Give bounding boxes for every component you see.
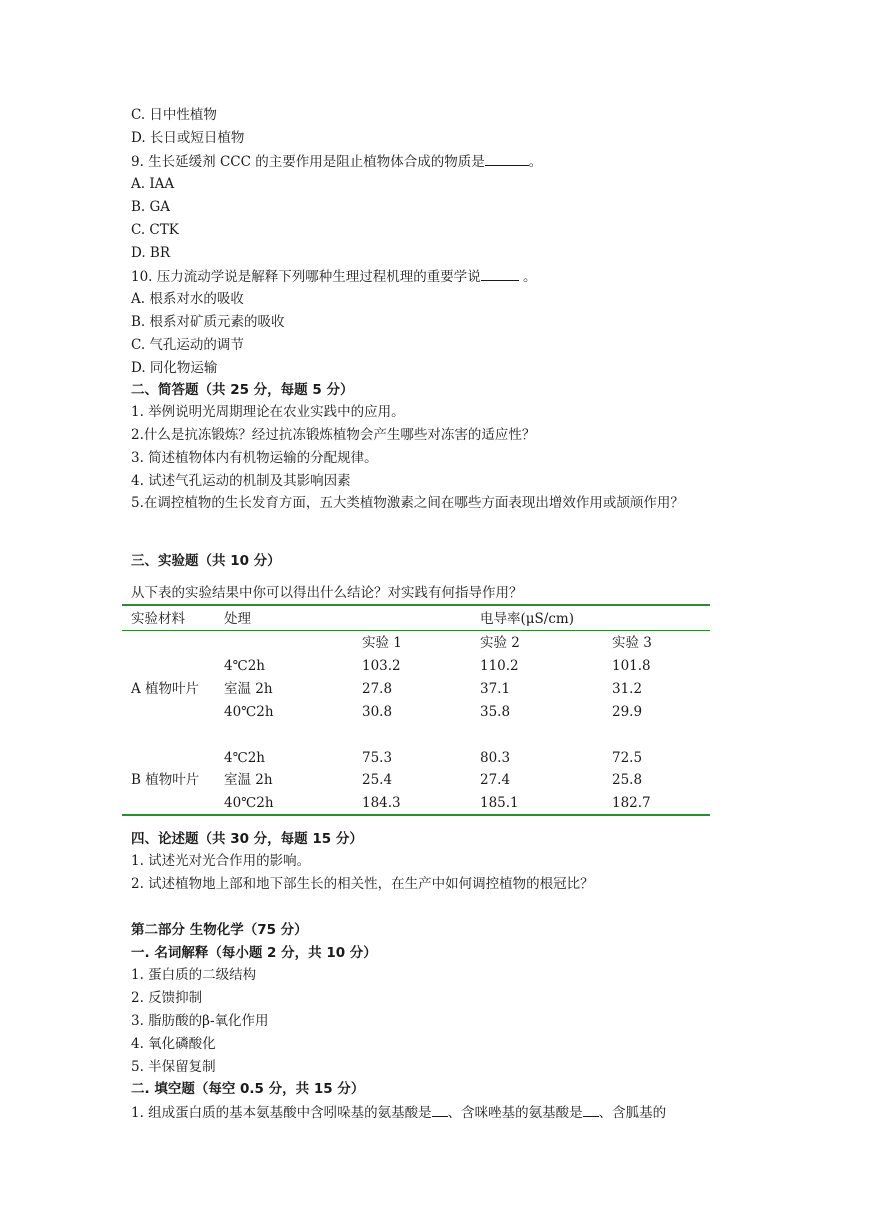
value-cell: 80.3 bbox=[480, 750, 511, 766]
value-cell: 37.1 bbox=[480, 681, 511, 697]
option-line: B. 根系对矿质元素的吸收 bbox=[131, 314, 285, 330]
value-cell: 75.3 bbox=[362, 750, 393, 766]
term-item: 5. 半保留复制 bbox=[131, 1059, 216, 1075]
value-cell: 29.9 bbox=[612, 704, 643, 720]
value-cell: 110.2 bbox=[480, 658, 519, 674]
treatment-cell: 4℃2h bbox=[224, 658, 265, 674]
header-conductivity: 电导率(μS/cm) bbox=[480, 611, 574, 627]
fill-text: 、含胍基的 bbox=[598, 1105, 667, 1121]
section-intro: 从下表的实验结果中你可以得出什么结论？对实践有何指导作用？ bbox=[131, 585, 523, 601]
value-cell: 185.1 bbox=[480, 795, 519, 811]
fill-text: 、含咪唑基的氨基酸是 bbox=[447, 1105, 583, 1121]
answer-blank bbox=[432, 1102, 448, 1117]
material-label: A 植物叶片 bbox=[131, 681, 200, 697]
option-line: C. 日中性植物 bbox=[131, 107, 217, 123]
question-item: 2.什么是抗冻锻炼？经过抗冻锻炼植物会产生哪些对冻害的适应性？ bbox=[131, 427, 536, 443]
option-line: B. GA bbox=[131, 199, 171, 215]
value-cell: 27.8 bbox=[362, 681, 393, 697]
table-header-rule bbox=[122, 630, 710, 631]
section-heading: 二、简答题（共 25 分，每题 5 分） bbox=[131, 382, 354, 398]
value-cell: 30.8 bbox=[362, 704, 393, 720]
treatment-cell: 室温 2h bbox=[224, 772, 273, 788]
question-item: 3. 简述植物体内有机物运输的分配规律。 bbox=[131, 450, 378, 466]
header-exp-3: 实验 3 bbox=[612, 635, 652, 651]
header-material: 实验材料 bbox=[131, 611, 185, 627]
option-line: D. 长日或短日植物 bbox=[131, 130, 245, 146]
fill-question-1 bbox=[131, 1102, 666, 1123]
option-line: D. BR bbox=[131, 245, 171, 261]
section-heading: 三、实验题（共 10 分） bbox=[131, 553, 281, 569]
value-cell: 103.2 bbox=[362, 658, 401, 674]
question-9-end: 。 bbox=[528, 154, 543, 170]
fill-text: 1. 组成蛋白质的基本氨基酸中含吲哚基的氨基酸是 bbox=[131, 1105, 432, 1121]
value-cell: 27.4 bbox=[480, 772, 511, 788]
value-cell: 182.7 bbox=[612, 795, 651, 811]
option-line: D. 同化物运输 bbox=[131, 360, 218, 376]
question-10-text: 10. 压力流动学说是解释下列哪种生理过程机理的重要学说 bbox=[131, 269, 481, 285]
answer-blank bbox=[583, 1102, 599, 1117]
term-item: 1. 蛋白质的二级结构 bbox=[131, 967, 257, 983]
section-heading: 一. 名词解释（每小题 2 分，共 10 分） bbox=[131, 945, 377, 961]
section-heading: 二. 填空题（每空 0.5 分，共 15 分） bbox=[131, 1081, 365, 1097]
question-item: 2. 试述植物地上部和地下部生长的相关性，在生产中如何调控植物的根冠比？ bbox=[131, 876, 594, 892]
table-bottom-rule bbox=[122, 814, 710, 816]
option-line: C. CTK bbox=[131, 222, 179, 238]
option-line: A. IAA bbox=[131, 176, 175, 192]
treatment-cell: 4℃2h bbox=[224, 750, 265, 766]
option-line: A. 根系对水的吸收 bbox=[131, 291, 244, 307]
value-cell: 25.8 bbox=[612, 772, 643, 788]
question-item: 5.在调控植物的生长发育方面，五大类植物激素之间在哪些方面表现出增效作用或颉颃作用？ bbox=[131, 495, 684, 511]
value-cell: 72.5 bbox=[612, 750, 643, 766]
option-line: C. 气孔运动的调节 bbox=[131, 337, 244, 353]
question-item: 4. 试述气孔运动的机制及其影响因素 bbox=[131, 473, 351, 489]
material-label: B 植物叶片 bbox=[131, 772, 200, 788]
term-item: 4. 氧化磷酸化 bbox=[131, 1036, 216, 1052]
value-cell: 184.3 bbox=[362, 795, 401, 811]
section-heading: 四、论述题（共 30 分，每题 15 分） bbox=[131, 831, 363, 847]
header-exp-2: 实验 2 bbox=[480, 635, 520, 651]
question-item: 1. 举例说明光周期理论在农业实践中的应用。 bbox=[131, 404, 405, 420]
table-top-rule bbox=[122, 604, 710, 606]
value-cell: 101.8 bbox=[612, 658, 651, 674]
header-treatment: 处理 bbox=[224, 611, 251, 627]
treatment-cell: 40℃2h bbox=[224, 795, 274, 811]
term-item: 3. 脂肪酸的β-氧化作用 bbox=[131, 1013, 269, 1029]
question-9 bbox=[131, 151, 542, 172]
treatment-cell: 室温 2h bbox=[224, 681, 273, 697]
answer-blank bbox=[485, 151, 529, 166]
question-10-end: 。 bbox=[518, 269, 537, 285]
question-10 bbox=[131, 266, 537, 287]
term-item: 2. 反馈抑制 bbox=[131, 990, 203, 1006]
question-9-text: 9. 生长延缓剂 CCC 的主要作用是阻止植物体合成的物质是 bbox=[131, 154, 485, 170]
answer-blank bbox=[481, 266, 519, 281]
question-item: 1. 试述光对光合作用的影响。 bbox=[131, 853, 311, 869]
value-cell: 31.2 bbox=[612, 681, 643, 697]
value-cell: 25.4 bbox=[362, 772, 393, 788]
treatment-cell: 40℃2h bbox=[224, 704, 274, 720]
value-cell: 35.8 bbox=[480, 704, 511, 720]
header-exp-1: 实验 1 bbox=[362, 635, 402, 651]
part-heading: 第二部分 生物化学（75 分） bbox=[131, 922, 308, 938]
